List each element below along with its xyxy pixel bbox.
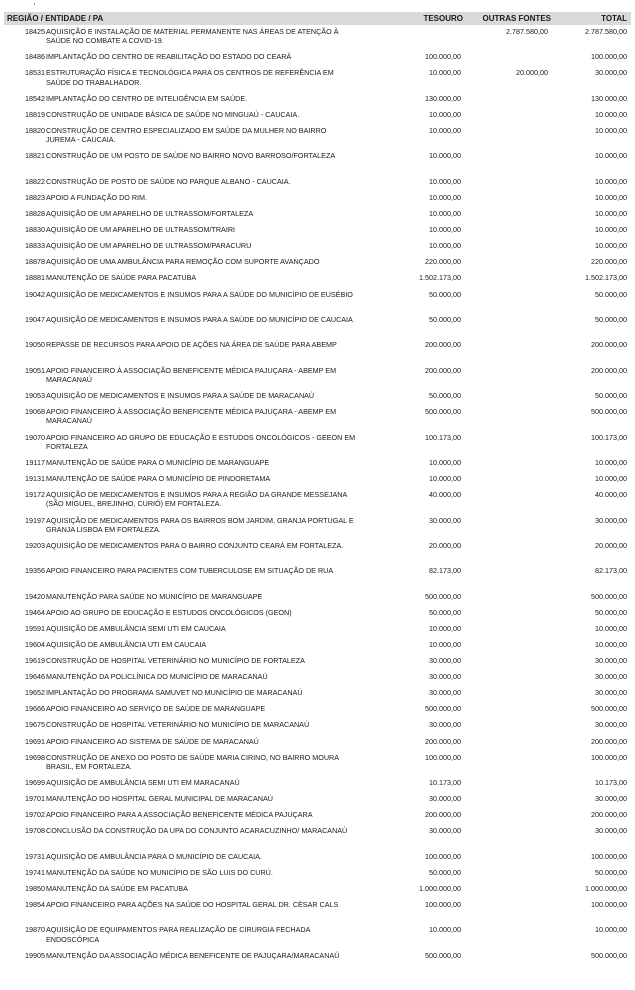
table-header [4,12,631,25]
row-code: 19619 [25,656,45,666]
row-description: AQUISIÇÃO DE MEDICAMENTOS PARA OS BAIRROS BOM JARDIM, GRANJA PORTUGAL E GRANJA LISBOA EM FORTALEZA. [46,515,354,534]
row-code: 19051 [25,365,45,375]
table-row [0,672,635,688]
table-row [0,737,635,753]
row-total: 10.000,00 [595,126,627,136]
row-tesouro: 10.000,00 [429,126,461,136]
row-total: 50.000,00 [595,314,627,324]
row-total: 220.000,00 [591,257,627,267]
table-row [0,490,635,515]
row-total: 10.000,00 [595,225,627,235]
row-code: 18486 [25,52,45,62]
row-total: 200.000,00 [591,810,627,820]
row-code: 19117 [25,457,45,467]
row-tesouro: 50.000,00 [429,391,461,401]
table-row [0,704,635,720]
row-code: 18542 [25,93,45,103]
row-description: AQUISIÇÃO DE UM APARELHO DE ULTRASSOM/TRAIRI [46,225,236,235]
table-row [0,52,635,68]
row-outras-fontes: 2.787.580,00 [506,27,548,36]
row-code: 19131 [25,474,45,484]
row-description: AQUISIÇÃO DE MEDICAMENTOS E INSUMOS PARA A SAÚDE DE MARACANAÚ [46,391,315,401]
row-total: 10.000,00 [595,623,627,633]
row-total: 1.502.173,00 [585,273,627,283]
row-description: IMPLANTAÇÃO DO CENTRO DE REABILITAÇÃO DO ESTADO DO CEARÁ [46,52,292,62]
row-description: CONCLUSÃO DA CONSTRUÇÃO DA UPA DO CONJUNTO ACARACUZINHO/ MARACANAÚ [46,826,348,836]
row-tesouro: 100.000,00 [425,899,461,909]
table-row [0,656,635,672]
row-tesouro: 200.000,00 [425,340,461,350]
row-total: 100.173,00 [591,432,627,442]
row-code: 19699 [25,778,45,788]
row-tesouro: 100.000,00 [425,851,461,861]
row-description: APOIO FINANCEIRO AO SISTEMA DE SAÚDE DE MARACANAÚ [46,736,259,746]
row-code: 19698 [25,752,45,762]
table-row [0,27,635,52]
table-row [0,810,635,826]
row-description: CONSTRUÇÃO DE HOSPITAL VETERINÁRIO NO MUNICÍPIO DE MARACANAÚ [46,720,310,730]
row-total: 500.000,00 [591,704,627,714]
row-total: 200.000,00 [591,736,627,746]
row-description: MANUTENÇÃO DE SAÚDE PARA O MUNICÍPIO DE MARANGUAPE [46,457,270,467]
table-row [0,624,635,640]
row-description: AQUISIÇÃO DE AMBULÂNCIA SEMI UTI EM CAUCAIA [46,623,226,633]
row-code: 19070 [25,432,45,442]
row-code: 19050 [25,340,45,350]
row-description: MANUTENÇÃO DE SAÚDE PARA O MUNICÍPIO DE PINDORETAMA [46,474,271,484]
row-code: 19053 [25,391,45,401]
row-tesouro: 10.000,00 [429,176,461,186]
table-row [0,193,635,209]
table-row [0,94,635,110]
row-description: AQUISIÇÃO DE MEDICAMENTOS E INSUMOS PARA A REGIÃO DA GRANDE MESSEJANA (SÃO MIGUEL, BREJINHO, CURIÓ) EM FORTALEZA. [46,490,347,509]
row-code: 19420 [25,591,45,601]
table-row [0,126,635,151]
row-total: 100.000,00 [591,851,627,861]
header-outras-fontes: OUTRAS FONTES [482,14,551,23]
table-row [0,391,635,407]
table-row [0,474,635,490]
row-code: 19870 [25,925,45,935]
table-row [0,884,635,900]
row-total: 50.000,00 [595,289,627,299]
row-total: 10.000,00 [595,639,627,649]
row-total: 30.000,00 [595,826,627,836]
row-total: 82.173,00 [595,566,627,576]
row-total: 50.000,00 [595,391,627,401]
row-total: 500.000,00 [591,950,627,960]
row-tesouro: 500.000,00 [425,407,461,417]
row-tesouro: 30.000,00 [429,656,461,666]
row-tesouro: 30.000,00 [429,515,461,525]
row-total: 10.000,00 [595,925,627,935]
row-tesouro: 30.000,00 [429,720,461,730]
row-description: APOIO FINANCEIRO PARA AÇÕES NA SAÚDE DO HOSPITAL GERAL DR. CÉSAR CALS [46,899,339,909]
row-code: 18819 [25,109,45,119]
row-tesouro: 30.000,00 [429,672,461,682]
page-mark [34,3,35,5]
row-total: 500.000,00 [591,591,627,601]
row-total: 2.787.580,00 [585,27,627,36]
table-row [0,177,635,193]
row-total: 20.000,00 [595,540,627,550]
row-total: 30.000,00 [595,720,627,730]
table-row [0,640,635,656]
row-code: 18833 [25,241,45,251]
row-code: 19702 [25,810,45,820]
row-total: 10.000,00 [595,457,627,467]
row-tesouro: 10.000,00 [429,68,461,78]
table-row [0,608,635,624]
row-tesouro: 100.000,00 [425,52,461,62]
row-total: 100.000,00 [591,899,627,909]
row-tesouro: 50.000,00 [429,867,461,877]
row-code: 19197 [25,515,45,525]
row-total: 10.000,00 [595,241,627,251]
row-tesouro: 30.000,00 [429,794,461,804]
row-description: CONSTRUÇÃO DE POSTO DE SAÚDE NO PARQUE ALBANO - CAUCAIA. [46,176,291,186]
row-outras-fontes: 20.000,00 [516,68,548,78]
row-total: 10.000,00 [595,109,627,119]
table-body [0,27,635,976]
row-tesouro: 50.000,00 [429,289,461,299]
header-total: TOTAL [601,14,627,23]
row-code: 19850 [25,883,45,893]
row-tesouro: 500.000,00 [425,950,461,960]
row-code: 18823 [25,192,45,202]
row-description: AQUISIÇÃO DE UM APARELHO DE ULTRASSOM/PARACURU [46,241,252,251]
table-row [0,852,635,868]
table-row [0,951,635,976]
table-row [0,257,635,273]
row-code: 18531 [25,68,45,78]
row-description: IMPLANTAÇÃO DO PROGRAMA SAMUVET NO MUNICÍPIO DE MARACANAÚ [46,688,303,698]
row-total: 30.000,00 [595,68,627,78]
row-description: AQUISIÇÃO E INSTALAÇÃO DE MATERIAL PERMANENTE NAS ÁREAS DE ATENÇÃO À SAÚDE NO COMBATE A COVID-19. [46,27,339,46]
row-tesouro: 40.000,00 [429,490,461,500]
row-code: 19666 [25,704,45,714]
row-total: 10.000,00 [595,176,627,186]
row-code: 19591 [25,623,45,633]
row-code: 18881 [25,273,45,283]
table-row [0,458,635,474]
table-row [0,868,635,884]
row-description: APOIO A FUNDAÇÃO DO RIM. [46,192,148,202]
row-description: MANUTENÇÃO DA SAÚDE EM PACATUBA [46,883,188,893]
row-total: 1.000.000,00 [585,883,627,893]
row-code: 19464 [25,607,45,617]
row-tesouro: 10.000,00 [429,192,461,202]
row-code: 19905 [25,950,45,960]
row-description: AQUISIÇÃO DE MEDICAMENTOS E INSUMOS PARA A SAÚDE DO MUNICÍPIO DE CAUCAIA [46,314,353,324]
row-tesouro: 30.000,00 [429,688,461,698]
row-description: APOIO FINANCEIRO À ASSOCIAÇÃO BENEFICENTE MÉDICA PAJUÇARA - ABEMP EM MARACANAÚ [46,365,337,384]
row-code: 19701 [25,794,45,804]
row-tesouro: 130.000,00 [425,93,461,103]
table-row [0,794,635,810]
row-description: IMPLANTAÇÃO DO CENTRO DE INTELIGÊNCIA EM SAÚDE. [46,93,248,103]
table-row [0,900,635,925]
row-total: 10.173,00 [595,778,627,788]
row-tesouro: 200.000,00 [425,810,461,820]
row-tesouro: 10.000,00 [429,241,461,251]
table-row [0,241,635,257]
row-code: 19854 [25,899,45,909]
row-total: 40.000,00 [595,490,627,500]
row-total: 200.000,00 [591,340,627,350]
row-total: 30.000,00 [595,672,627,682]
row-tesouro: 50.000,00 [429,607,461,617]
table-row [0,516,635,541]
row-code: 18820 [25,126,45,136]
table-row [0,290,635,315]
row-tesouro: 20.000,00 [429,540,461,550]
row-total: 100.000,00 [591,752,627,762]
header-region: REGIÃO / ENTIDADE / PA [7,14,104,23]
row-code: 19604 [25,639,45,649]
row-total: 500.000,00 [591,407,627,417]
row-total: 50.000,00 [595,607,627,617]
row-code: 18828 [25,209,45,219]
row-total: 10.000,00 [595,192,627,202]
row-description: ESTRUTURAÇÃO FÍSICA E TECNOLÓGICA PARA OS CENTROS DE REFERÊNCIA EM SAÚDE DO TRABALHADOR. [46,68,334,87]
row-description: APOIO FINANCEIRO À ASSOCIAÇÃO BENEFICENTE MÉDICA PAJUÇARA - ABEMP EM MARACANAÚ [46,407,337,426]
row-tesouro: 10.000,00 [429,209,461,219]
row-description: MANUTENÇÃO DA POLICLÍNICA DO MUNICÍPIO DE MARACANAÚ [46,672,268,682]
row-code: 19731 [25,851,45,861]
row-total: 30.000,00 [595,656,627,666]
row-description: AQUISIÇÃO DE MEDICAMENTOS PARA O BAIRRO CONJUNTO CEARÁ EM FORTALEZA. [46,540,344,550]
row-total: 100.000,00 [591,52,627,62]
table-row [0,826,635,851]
row-tesouro: 10.000,00 [429,639,461,649]
row-tesouro: 200.000,00 [425,736,461,746]
row-description: MANUTENÇÃO PARA SAÚDE NO MUNICÍPIO DE MARANGUAPE [46,591,263,601]
row-description: AQUISIÇÃO DE EQUIPAMENTOS PARA REALIZAÇÃO DE CIRURGIA FECHADA ENDOSCÓPICA [46,925,310,944]
row-total: 10.000,00 [595,151,627,161]
table-row [0,753,635,778]
table-row [0,225,635,241]
row-description: REPASSE DE RECURSOS PARA APOIO DE AÇÕES NA ÁREA DE SAÚDE PARA ABEMP [46,340,337,350]
table-row [0,541,635,566]
table-row [0,688,635,704]
header-tesouro: TESOURO [423,14,463,23]
table-row [0,151,635,176]
row-tesouro: 10.000,00 [429,457,461,467]
table-row [0,720,635,736]
row-description: AQUISIÇÃO DE AMBULÂNCIA SEMI UTI EM MARACANAÚ [46,778,240,788]
row-tesouro: 30.000,00 [429,826,461,836]
table-row [0,925,635,950]
row-total: 50.000,00 [595,867,627,877]
table-row [0,273,635,289]
row-code: 19068 [25,407,45,417]
table-row [0,315,635,340]
row-description: AQUISIÇÃO DE AMBULÂNCIA UTI EM CAUCAIA [46,639,207,649]
row-tesouro: 10.000,00 [429,623,461,633]
row-code: 19042 [25,289,45,299]
table-row [0,433,635,458]
row-total: 10.000,00 [595,209,627,219]
row-description: CONSTRUÇÃO DE HOSPITAL VETERINÁRIO NO MUNICÍPIO DE FORTALEZA [46,656,305,666]
table-row [0,366,635,391]
row-description: MANUTENÇÃO DA ASSOCIAÇÃO MÉDICA BENEFICENTE DE PAJUÇARA/MARACANAÚ [46,950,340,960]
table-row [0,592,635,608]
row-tesouro: 220.000,00 [425,257,461,267]
row-tesouro: 10.000,00 [429,109,461,119]
row-code: 19646 [25,672,45,682]
row-description: APOIO AO GRUPO DE EDUCAÇÃO E ESTUDOS ONCOLÓGICOS (GEON) [46,607,292,617]
row-total: 30.000,00 [595,794,627,804]
row-description: APOIO FINANCEIRO PARA A ASSOCIAÇÃO BENEFICENTE MÉDICA PAJUÇARA [46,810,313,820]
table-row [0,566,635,591]
row-description: CONSTRUÇÃO DE UM POSTO DE SAÚDE NO BAIRRO NOVO BARROSO/FORTALEZA [46,151,336,161]
row-code: 19652 [25,688,45,698]
row-code: 19741 [25,867,45,877]
row-description: AQUISIÇÃO DE MEDICAMENTOS E INSUMOS PARA A SAÚDE DO MUNICÍPIO DE EUSÉBIO [46,289,353,299]
row-description: AQUISIÇÃO DE AMBULÂNCIA PARA O MUNICÍPIO DE CAUCAIA. [46,851,262,861]
row-total: 200.000,00 [591,365,627,375]
row-tesouro: 10.000,00 [429,225,461,235]
row-code: 18822 [25,176,45,186]
row-code: 19691 [25,736,45,746]
row-description: APOIO FINANCEIRO AO SERVIÇO DE SAÚDE DE MARANGUAPE [46,704,266,714]
row-code: 18821 [25,151,45,161]
row-description: APOIO FINANCEIRO PARA PACIENTES COM TUBERCULOSE EM SITUAÇÃO DE RUA [46,566,334,576]
row-description: AQUISIÇÃO DE UM APARELHO DE ULTRASSOM/FORTALEZA [46,209,254,219]
row-tesouro: 10.173,00 [429,778,461,788]
row-total: 10.000,00 [595,474,627,484]
table-row [0,778,635,794]
row-tesouro: 100.173,00 [425,432,461,442]
row-total: 30.000,00 [595,688,627,698]
row-code: 18878 [25,257,45,267]
row-description: CONSTRUÇÃO DE UNIDADE BÁSICA DE SAÚDE NO MINGUAÚ - CAUCAIA. [46,109,300,119]
row-tesouro: 1.502.173,00 [419,273,461,283]
table-row [0,407,635,432]
row-code: 18830 [25,225,45,235]
row-description: CONSTRUÇÃO DE ANEXO DO POSTO DE SAÚDE MARIA CIRINO, NO BAIRRO MOURA BRASIL, EM FORTALEZA. [46,752,339,771]
table-row [0,209,635,225]
table-row [0,68,635,93]
row-description: MANUTENÇÃO DA SAÚDE NO MUNICÍPIO DE SÃO LUIS DO CURÚ. [46,867,273,877]
row-code: 19203 [25,540,45,550]
row-code: 19675 [25,720,45,730]
row-code: 19708 [25,826,45,836]
row-tesouro: 50.000,00 [429,314,461,324]
row-tesouro: 10.000,00 [429,925,461,935]
row-tesouro: 500.000,00 [425,704,461,714]
row-code: 18425 [25,27,45,36]
row-tesouro: 500.000,00 [425,591,461,601]
table-row [0,110,635,126]
row-description: MANUTENÇÃO DE SAÚDE PARA PACATUBA [46,273,197,283]
row-tesouro: 10.000,00 [429,474,461,484]
row-tesouro: 200.000,00 [425,365,461,375]
row-description: MANUTENÇÃO DO HOSPITAL GERAL MUNICIPAL DE MARACANAÚ [46,794,273,804]
row-total: 30.000,00 [595,515,627,525]
row-tesouro: 10.000,00 [429,151,461,161]
row-code: 19356 [25,566,45,576]
table-row [0,340,635,365]
row-description: AQUISIÇÃO DE UMA AMBULÂNCIA PARA REMOÇÃO COM SUPORTE AVANÇADO [46,257,320,267]
row-total: 130.000,00 [591,93,627,103]
row-tesouro: 100.000,00 [425,752,461,762]
row-code: 19047 [25,314,45,324]
row-tesouro: 82.173,00 [429,566,461,576]
row-description: CONSTRUÇÃO DE CENTRO ESPECIALIZADO EM SAÚDE DA MULHER NO BAIRRO JUREMA - CAUCAIA. [46,126,327,145]
row-code: 19172 [25,490,45,500]
row-tesouro: 1.000.000,00 [419,883,461,893]
row-description: APOIO FINANCEIRO AO GRUPO DE EDUCAÇÃO E ESTUDOS ONCOLÓGICOS - GEEON EM FORTALEZA [46,432,356,451]
